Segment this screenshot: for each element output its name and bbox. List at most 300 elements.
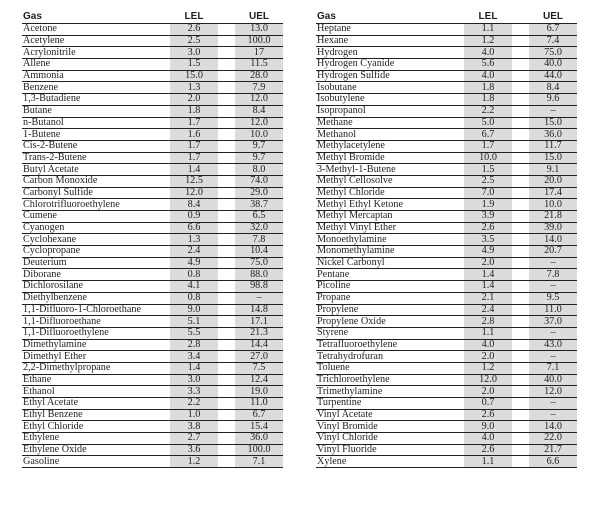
- gas-name-cell: Dichlorosilane: [22, 281, 162, 293]
- gas-name-cell: Hexane: [316, 35, 456, 47]
- lel-value-cell: 1.9: [464, 199, 512, 211]
- uel-value-cell: –: [529, 281, 577, 293]
- table-row: [22, 433, 283, 445]
- uel-value-cell: 40.0: [529, 59, 577, 71]
- uel-value-cell: 6.7: [235, 409, 283, 421]
- table-row: [316, 351, 577, 363]
- uel-value-cell: 15.4: [235, 421, 283, 433]
- gas-name-cell: Methyl Mercaptan: [316, 211, 456, 223]
- table-row: [22, 374, 283, 386]
- gas-name-cell: Methyl Ethyl Ketone: [316, 199, 456, 211]
- gas-name-cell: Gasoline: [22, 456, 162, 468]
- uel-value-cell: 17.1: [235, 316, 283, 328]
- left-header-row: [22, 10, 283, 24]
- uel-value-cell: 6.5: [235, 211, 283, 223]
- gas-name-cell: 1-Butene: [22, 129, 162, 141]
- lel-value-cell: 9.0: [464, 421, 512, 433]
- uel-value-cell: 15.0: [529, 152, 577, 164]
- lel-value-cell: 1.2: [464, 362, 512, 374]
- uel-value-cell: –: [529, 257, 577, 269]
- table-row: [22, 24, 283, 36]
- lel-value-cell: 10.0: [464, 152, 512, 164]
- right-table-panel: [316, 10, 577, 468]
- gas-name-cell: Vinyl Fluoride: [316, 444, 456, 456]
- uel-value-cell: 10.0: [529, 199, 577, 211]
- uel-value-cell: 6.6: [529, 456, 577, 468]
- gas-name-cell: Propane: [316, 292, 456, 304]
- table-row: [316, 59, 577, 71]
- uel-value-cell: 11.7: [529, 140, 577, 152]
- table-row: [316, 421, 577, 433]
- gas-name-cell: Dimethylamine: [22, 339, 162, 351]
- table-row: [316, 339, 577, 351]
- uel-value-cell: 28.0: [235, 70, 283, 82]
- uel-value-cell: 11.0: [235, 398, 283, 410]
- lel-value-cell: 2.0: [170, 94, 218, 106]
- uel-value-cell: 7.8: [529, 269, 577, 281]
- table-row: [22, 222, 283, 234]
- uel-value-cell: 9.7: [235, 152, 283, 164]
- table-row: [22, 129, 283, 141]
- uel-column-header: UEL: [543, 11, 563, 22]
- lel-value-cell: 1.8: [170, 105, 218, 117]
- lel-column-header: LEL: [184, 11, 204, 22]
- lel-value-cell: 3.5: [464, 234, 512, 246]
- uel-value-cell: –: [529, 398, 577, 410]
- uel-value-cell: 14.0: [529, 234, 577, 246]
- uel-value-cell: 10.4: [235, 246, 283, 258]
- uel-value-cell: 100.0: [235, 444, 283, 456]
- table-row: [316, 362, 577, 374]
- gas-name-cell: Benzene: [22, 82, 162, 94]
- lel-value-cell: 1.1: [464, 456, 512, 468]
- gas-name-cell: 1,3-Butadiene: [22, 94, 162, 106]
- gas-name-cell: Allene: [22, 59, 162, 71]
- table-row: [316, 47, 577, 59]
- gas-name-cell: 1,1-Difluoroethane: [22, 316, 162, 328]
- gas-name-cell: Ammonia: [22, 70, 162, 82]
- table-row: [22, 94, 283, 106]
- gas-name-cell: Isobutane: [316, 82, 456, 94]
- lel-value-cell: 1.8: [464, 82, 512, 94]
- gas-name-cell: Heptane: [316, 24, 456, 36]
- uel-value-cell: –: [235, 292, 283, 304]
- gas-name-cell: Ethane: [22, 374, 162, 386]
- gas-name-cell: Ethylene: [22, 433, 162, 445]
- lel-value-cell: 7.0: [464, 187, 512, 199]
- table-row: [22, 199, 283, 211]
- table-row: [316, 281, 577, 293]
- uel-value-cell: 17: [235, 47, 283, 59]
- table-row: [316, 94, 577, 106]
- gas-name-cell: Hydrogen: [316, 47, 456, 59]
- table-row: [22, 35, 283, 47]
- gas-name-cell: Trimethylamine: [316, 386, 456, 398]
- gas-name-cell: Ethyl Benzene: [22, 409, 162, 421]
- lel-value-cell: 8.4: [170, 199, 218, 211]
- table-row: [316, 386, 577, 398]
- uel-value-cell: 88.0: [235, 269, 283, 281]
- uel-value-cell: 17.4: [529, 187, 577, 199]
- uel-column-header: UEL: [249, 11, 269, 22]
- lel-value-cell: 3.9: [464, 211, 512, 223]
- table-row: [316, 409, 577, 421]
- gas-name-cell: Turpentine: [316, 398, 456, 410]
- uel-value-cell: 14.4: [235, 339, 283, 351]
- table-row: [316, 456, 577, 468]
- uel-value-cell: 7.4: [529, 35, 577, 47]
- table-row: [22, 292, 283, 304]
- uel-value-cell: 22.0: [529, 433, 577, 445]
- table-row: [22, 409, 283, 421]
- table-row: [22, 316, 283, 328]
- lel-value-cell: 4.9: [464, 246, 512, 258]
- table-row: [22, 187, 283, 199]
- lel-value-cell: 2.6: [464, 409, 512, 421]
- lel-value-cell: 1.3: [170, 82, 218, 94]
- lel-value-cell: 1.4: [464, 281, 512, 293]
- lel-value-cell: 5.6: [464, 59, 512, 71]
- table-row: [22, 234, 283, 246]
- table-row: [22, 456, 283, 468]
- lel-value-cell: 2.2: [170, 398, 218, 410]
- lel-value-cell: 3.8: [170, 421, 218, 433]
- table-row: [316, 304, 577, 316]
- uel-value-cell: 9.6: [529, 94, 577, 106]
- gas-name-cell: Acetone: [22, 24, 162, 36]
- lel-value-cell: 1.1: [464, 24, 512, 36]
- lel-value-cell: 5.0: [464, 117, 512, 129]
- table-row: [22, 398, 283, 410]
- uel-value-cell: 12.0: [235, 94, 283, 106]
- lel-value-cell: 2.8: [464, 316, 512, 328]
- uel-value-cell: 19.0: [235, 386, 283, 398]
- uel-value-cell: 100.0: [235, 35, 283, 47]
- uel-value-cell: 7.9: [235, 82, 283, 94]
- gas-name-cell: Vinyl Bromide: [316, 421, 456, 433]
- gas-name-cell: Pentane: [316, 269, 456, 281]
- left-table-body: [22, 24, 283, 468]
- gas-name-cell: Ethylene Oxide: [22, 444, 162, 456]
- gas-name-cell: Methyl Vinyl Ether: [316, 222, 456, 234]
- gas-name-cell: Cyclopropane: [22, 246, 162, 258]
- gas-name-cell: Methyl Cellosolve: [316, 175, 456, 187]
- gas-name-cell: Methyl Chloride: [316, 187, 456, 199]
- table-row: [22, 140, 283, 152]
- lel-column-header: LEL: [478, 11, 498, 22]
- gas-column-header: Gas: [317, 11, 336, 22]
- uel-value-cell: 15.0: [529, 117, 577, 129]
- lel-value-cell: 4.9: [170, 257, 218, 269]
- table-row: [22, 269, 283, 281]
- lel-value-cell: 1.7: [170, 140, 218, 152]
- uel-value-cell: 9.5: [529, 292, 577, 304]
- table-row: [316, 164, 577, 176]
- lel-value-cell: 2.5: [170, 35, 218, 47]
- gas-name-cell: Cis-2-Butene: [22, 140, 162, 152]
- table-row: [22, 105, 283, 117]
- right-limits-table: [316, 10, 577, 468]
- table-row: [22, 70, 283, 82]
- uel-value-cell: –: [529, 351, 577, 363]
- lel-value-cell: 1.7: [464, 140, 512, 152]
- lel-value-cell: 1.7: [170, 117, 218, 129]
- table-row: [22, 304, 283, 316]
- gas-name-cell: 1,1-Difluoro-1-Chloroethane: [22, 304, 162, 316]
- table-row: [316, 211, 577, 223]
- uel-value-cell: 38.7: [235, 199, 283, 211]
- gas-name-cell: Ethyl Acetate: [22, 398, 162, 410]
- lel-value-cell: 1.7: [170, 152, 218, 164]
- uel-value-cell: 12.0: [235, 117, 283, 129]
- gas-column-header: Gas: [23, 11, 42, 22]
- lel-value-cell: 4.0: [464, 339, 512, 351]
- uel-value-cell: 75.0: [235, 257, 283, 269]
- gas-name-cell: Dimethyl Ether: [22, 351, 162, 363]
- uel-value-cell: 74.0: [235, 175, 283, 187]
- gas-name-cell: Cyanogen: [22, 222, 162, 234]
- lel-value-cell: 0.9: [170, 211, 218, 223]
- lel-value-cell: 2.0: [464, 257, 512, 269]
- gas-name-cell: Isobutylene: [316, 94, 456, 106]
- table-row: [316, 316, 577, 328]
- uel-value-cell: –: [529, 327, 577, 339]
- gas-name-cell: Isopropanol: [316, 105, 456, 117]
- lel-value-cell: 2.4: [464, 304, 512, 316]
- uel-value-cell: 37.0: [529, 316, 577, 328]
- lel-value-cell: 2.6: [170, 24, 218, 36]
- gas-name-cell: Methanol: [316, 129, 456, 141]
- table-row: [22, 257, 283, 269]
- gas-name-cell: Toluene: [316, 362, 456, 374]
- uel-value-cell: 14.0: [529, 421, 577, 433]
- uel-value-cell: 27.0: [235, 351, 283, 363]
- right-header-row: [316, 10, 577, 24]
- gas-name-cell: Diborane: [22, 269, 162, 281]
- table-row: [22, 175, 283, 187]
- lel-value-cell: 0.7: [464, 398, 512, 410]
- lel-value-cell: 4.0: [464, 70, 512, 82]
- lel-value-cell: 6.7: [464, 129, 512, 141]
- gas-name-cell: Ethyl Chloride: [22, 421, 162, 433]
- lel-value-cell: 5.1: [170, 316, 218, 328]
- table-row: [22, 117, 283, 129]
- gas-name-cell: Vinyl Chloride: [316, 433, 456, 445]
- table-row: [22, 82, 283, 94]
- uel-value-cell: 7.8: [235, 234, 283, 246]
- lel-value-cell: 4.0: [464, 47, 512, 59]
- uel-value-cell: 10.0: [235, 129, 283, 141]
- gas-name-cell: Cyclohexane: [22, 234, 162, 246]
- lel-value-cell: 1.0: [170, 409, 218, 421]
- uel-value-cell: 21.3: [235, 327, 283, 339]
- uel-value-cell: 7.5: [235, 362, 283, 374]
- gas-name-cell: Acrylonitrile: [22, 47, 162, 59]
- lel-value-cell: 6.6: [170, 222, 218, 234]
- gas-name-cell: Trichloroethylene: [316, 374, 456, 386]
- gas-name-cell: Styrene: [316, 327, 456, 339]
- gas-name-cell: Monoethylamine: [316, 234, 456, 246]
- uel-value-cell: 13.0: [235, 24, 283, 36]
- uel-value-cell: 8.4: [529, 82, 577, 94]
- gas-name-cell: Methyl Bromide: [316, 152, 456, 164]
- gas-name-cell: Chlorotrifluoroethylene: [22, 199, 162, 211]
- uel-value-cell: 8.0: [235, 164, 283, 176]
- table-row: [316, 292, 577, 304]
- uel-value-cell: 11.0: [529, 304, 577, 316]
- uel-value-cell: 11.5: [235, 59, 283, 71]
- table-row: [22, 444, 283, 456]
- table-row: [22, 211, 283, 223]
- table-row: [316, 327, 577, 339]
- gas-name-cell: Monomethylamine: [316, 246, 456, 258]
- uel-value-cell: 40.0: [529, 374, 577, 386]
- table-row: [22, 362, 283, 374]
- lel-value-cell: 1.3: [170, 234, 218, 246]
- lel-value-cell: 1.5: [464, 164, 512, 176]
- table-row: [316, 269, 577, 281]
- gas-name-cell: Methylacetylene: [316, 140, 456, 152]
- uel-value-cell: 9.7: [235, 140, 283, 152]
- uel-value-cell: 98.8: [235, 281, 283, 293]
- gas-name-cell: Carbon Monoxide: [22, 175, 162, 187]
- table-row: [316, 70, 577, 82]
- lel-value-cell: 1.1: [464, 327, 512, 339]
- lel-value-cell: 12.0: [170, 187, 218, 199]
- lel-value-cell: 2.4: [170, 246, 218, 258]
- table-row: [316, 444, 577, 456]
- gas-name-cell: 2,2-Dimethylpropane: [22, 362, 162, 374]
- lel-value-cell: 4.1: [170, 281, 218, 293]
- table-row: [316, 234, 577, 246]
- uel-value-cell: 20.0: [529, 175, 577, 187]
- lel-value-cell: 1.8: [464, 94, 512, 106]
- table-row: [316, 175, 577, 187]
- uel-value-cell: 36.0: [235, 433, 283, 445]
- left-table-panel: [22, 10, 283, 468]
- uel-value-cell: 44.0: [529, 70, 577, 82]
- uel-value-cell: 9.1: [529, 164, 577, 176]
- gas-name-cell: Hydrogen Cyanide: [316, 59, 456, 71]
- gas-name-cell: Butyl Acetate: [22, 164, 162, 176]
- gas-name-cell: Butane: [22, 105, 162, 117]
- lel-value-cell: 2.5: [464, 175, 512, 187]
- table-row: [22, 421, 283, 433]
- gas-name-cell: Vinyl Acetate: [316, 409, 456, 421]
- table-row: [316, 24, 577, 36]
- lel-value-cell: 2.2: [464, 105, 512, 117]
- table-row: [316, 398, 577, 410]
- gas-name-cell: Tetrafluoroethylene: [316, 339, 456, 351]
- uel-value-cell: 43.0: [529, 339, 577, 351]
- table-row: [316, 199, 577, 211]
- gas-name-cell: n-Butanol: [22, 117, 162, 129]
- uel-value-cell: 7.1: [529, 362, 577, 374]
- uel-value-cell: 21.8: [529, 211, 577, 223]
- table-row: [316, 129, 577, 141]
- gas-name-cell: Hydrogen Sulfide: [316, 70, 456, 82]
- lel-value-cell: 3.6: [170, 444, 218, 456]
- lel-value-cell: 1.4: [464, 269, 512, 281]
- table-row: [22, 386, 283, 398]
- uel-value-cell: –: [529, 409, 577, 421]
- table-row: [316, 187, 577, 199]
- lel-value-cell: 12.0: [464, 374, 512, 386]
- gas-name-cell: 3-Methyl-1-Butene: [316, 164, 456, 176]
- lel-value-cell: 2.1: [464, 292, 512, 304]
- gas-name-cell: Cumene: [22, 211, 162, 223]
- gas-name-cell: Nickel Carbonyl: [316, 257, 456, 269]
- lel-value-cell: 2.6: [464, 444, 512, 456]
- uel-value-cell: 20.7: [529, 246, 577, 258]
- uel-value-cell: 32.0: [235, 222, 283, 234]
- lel-value-cell: 12.5: [170, 175, 218, 187]
- lel-value-cell: 2.0: [464, 386, 512, 398]
- gas-name-cell: Carbonyl Sulfide: [22, 187, 162, 199]
- lel-value-cell: 0.8: [170, 292, 218, 304]
- table-row: [316, 152, 577, 164]
- lel-value-cell: 1.5: [170, 59, 218, 71]
- table-row: [22, 47, 283, 59]
- table-row: [316, 105, 577, 117]
- lel-value-cell: 1.6: [170, 129, 218, 141]
- lel-value-cell: 5.5: [170, 327, 218, 339]
- uel-value-cell: 75.0: [529, 47, 577, 59]
- table-row: [22, 246, 283, 258]
- table-row: [316, 433, 577, 445]
- uel-value-cell: 12.0: [529, 386, 577, 398]
- lel-value-cell: 2.8: [170, 339, 218, 351]
- lel-value-cell: 2.6: [464, 222, 512, 234]
- table-row: [316, 257, 577, 269]
- table-row: [22, 351, 283, 363]
- table-row: [22, 59, 283, 71]
- gas-name-cell: Deuterium: [22, 257, 162, 269]
- gas-name-cell: Methane: [316, 117, 456, 129]
- uel-value-cell: 21.7: [529, 444, 577, 456]
- gas-name-cell: Tetrahydrofuran: [316, 351, 456, 363]
- lel-value-cell: 3.3: [170, 386, 218, 398]
- gas-name-cell: 1,1-Difluoroethylene: [22, 327, 162, 339]
- uel-value-cell: 39.0: [529, 222, 577, 234]
- uel-value-cell: 36.0: [529, 129, 577, 141]
- table-row: [22, 152, 283, 164]
- lel-value-cell: 1.4: [170, 362, 218, 374]
- table-row: [316, 140, 577, 152]
- gas-name-cell: Trans-2-Butene: [22, 152, 162, 164]
- uel-value-cell: 14.8: [235, 304, 283, 316]
- gas-name-cell: Xylene: [316, 456, 456, 468]
- uel-value-cell: 29.0: [235, 187, 283, 199]
- table-row: [316, 117, 577, 129]
- table-row: [316, 374, 577, 386]
- gas-name-cell: Propylene: [316, 304, 456, 316]
- uel-value-cell: –: [529, 105, 577, 117]
- lel-value-cell: 3.0: [170, 47, 218, 59]
- lel-value-cell: 1.4: [170, 164, 218, 176]
- lel-value-cell: 9.0: [170, 304, 218, 316]
- lel-value-cell: 4.0: [464, 433, 512, 445]
- uel-value-cell: 7.1: [235, 456, 283, 468]
- table-row: [316, 35, 577, 47]
- lel-value-cell: 3.4: [170, 351, 218, 363]
- lel-value-cell: 15.0: [170, 70, 218, 82]
- left-limits-table: [22, 10, 283, 468]
- table-row: [316, 246, 577, 258]
- lel-value-cell: 2.0: [464, 351, 512, 363]
- gas-name-cell: Propylene Oxide: [316, 316, 456, 328]
- uel-value-cell: 6.7: [529, 24, 577, 36]
